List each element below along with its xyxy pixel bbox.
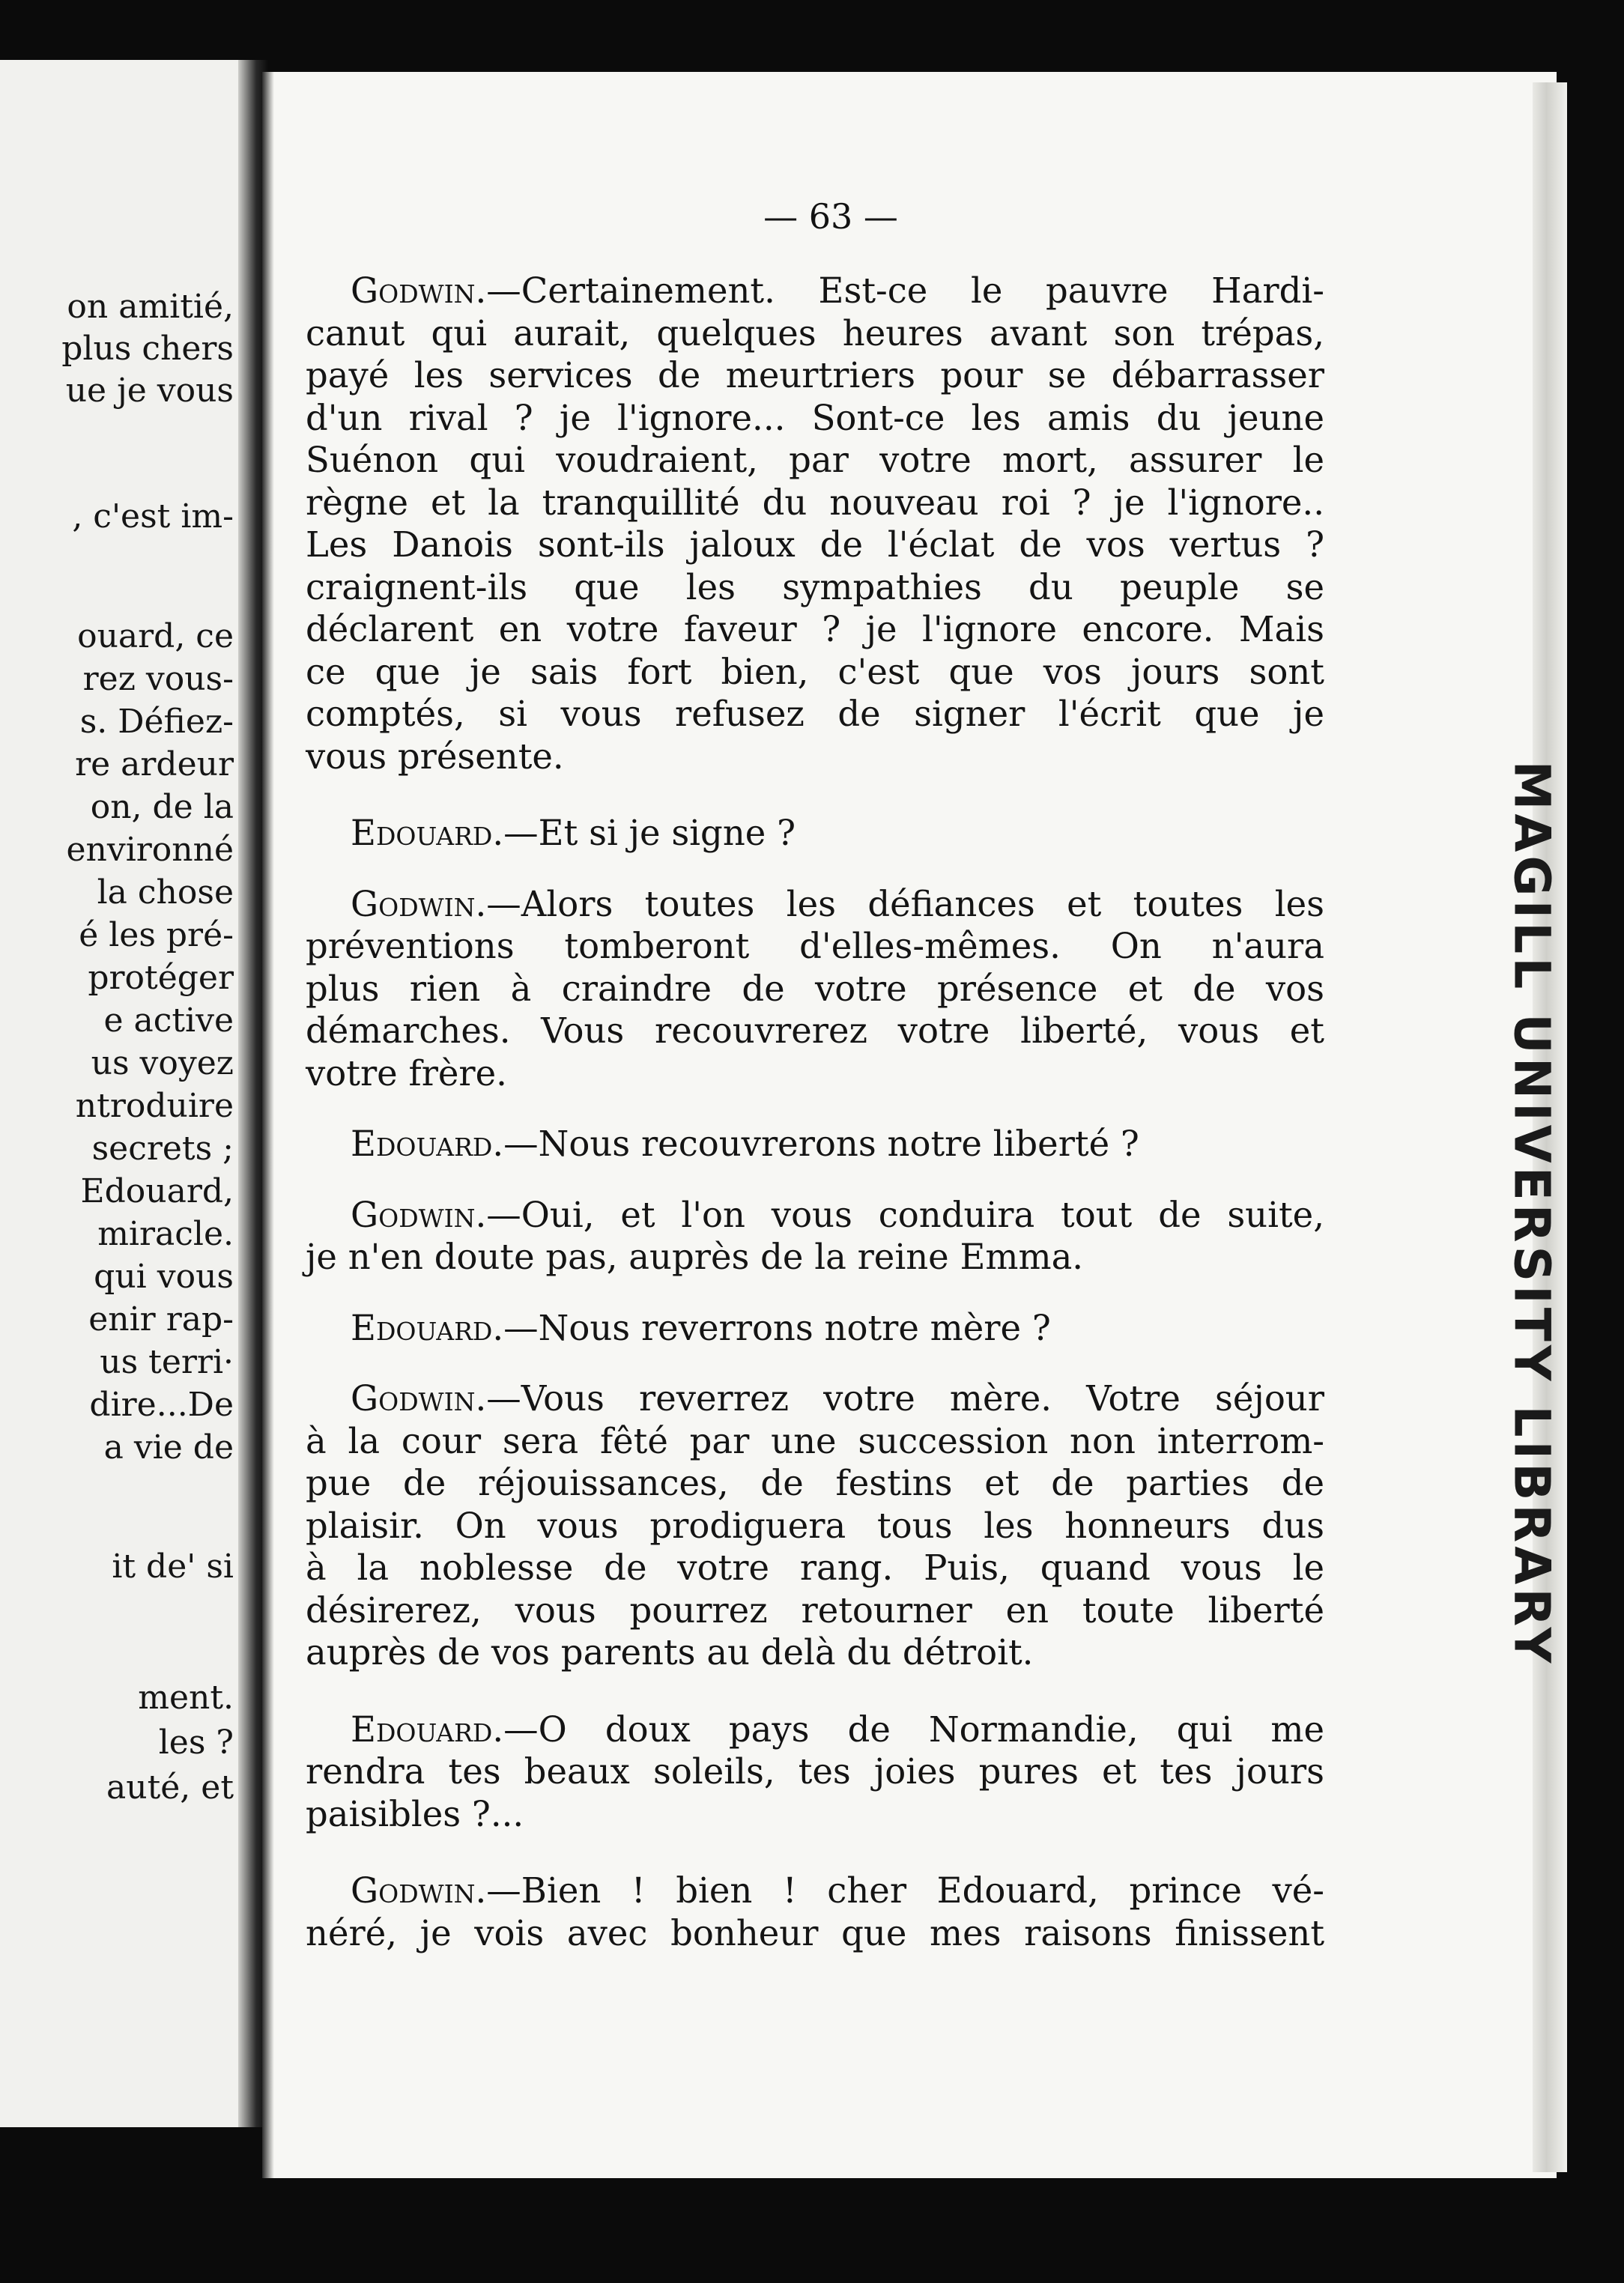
text-line: vous présente. xyxy=(306,736,564,777)
speaker-name: Godwin. xyxy=(351,883,487,924)
left-page-line: miracle. xyxy=(97,1215,234,1253)
line-text: —Vous reverrez votre mère. Votre séjour xyxy=(486,1378,1324,1419)
left-page-line: secrets ; xyxy=(91,1130,234,1168)
text-line: rendra tes beaux soleils, tes joies pures et tes jours xyxy=(306,1751,1324,1792)
text-line xyxy=(306,1377,1324,1420)
line-text: —Certainement. Est-ce le pauvre Hardi- xyxy=(486,270,1324,311)
left-page-line: e active xyxy=(103,1001,234,1040)
text-line xyxy=(306,1870,1324,1912)
dialogue-paragraph xyxy=(306,883,1324,1095)
text-line: je n'en doute pas, auprès de la reine Emma. xyxy=(306,1237,1084,1277)
speaker-name: Edouard. xyxy=(351,1709,504,1750)
speaker-name: Godwin. xyxy=(351,1194,487,1235)
text-line xyxy=(306,883,1324,926)
line-text: —O doux pays de Normandie, qui me xyxy=(503,1709,1324,1750)
left-page-line: s. Défiez- xyxy=(79,703,234,741)
left-page-line: on, de la xyxy=(90,788,234,826)
dialogue-paragraph xyxy=(306,1709,1324,1836)
left-page-line: qui vous xyxy=(94,1258,234,1296)
dialogue-paragraph xyxy=(306,812,1324,855)
dialogue-paragraph xyxy=(306,270,1324,777)
left-page-line: la chose xyxy=(97,873,234,912)
dialogue-paragraph xyxy=(306,1194,1324,1279)
left-page-line: dire...De xyxy=(89,1386,234,1424)
line-text: —Nous reverrons notre mère ? xyxy=(503,1307,1051,1348)
left-page-fragment xyxy=(0,60,247,2127)
left-page-line: , c'est im- xyxy=(72,497,234,536)
page-gutter xyxy=(262,72,274,2178)
text-line xyxy=(306,812,1324,855)
page-number: — 63 — xyxy=(763,196,898,237)
speaker-name: Edouard. xyxy=(351,1307,504,1348)
text-line xyxy=(306,1123,1324,1165)
left-page-line: les ? xyxy=(158,1723,234,1762)
text-line: ce que je sais fort bien, c'est que vos jours sont xyxy=(306,651,1324,692)
left-page-line: auté, et xyxy=(106,1768,234,1807)
left-page-line: on amitié, xyxy=(67,288,234,326)
line-text: —Oui, et l'on vous conduira tout de suite, xyxy=(486,1194,1324,1235)
speaker-name: Godwin. xyxy=(351,1378,487,1419)
left-page-line: a vie de xyxy=(103,1428,234,1467)
line-text: —Nous recouvrerons notre liberté ? xyxy=(503,1124,1139,1164)
dialogue-text xyxy=(306,270,1324,1983)
text-line xyxy=(306,270,1324,312)
dialogue-paragraph xyxy=(306,1307,1324,1350)
text-line: craignent-ils que les sympathies du peuple se xyxy=(306,566,1324,607)
left-page-line: é les pré- xyxy=(79,916,234,954)
text-line: pue de réjouissances, de festins et de parties de xyxy=(306,1463,1324,1503)
text-line xyxy=(306,1194,1324,1237)
dialogue-paragraph xyxy=(306,1377,1324,1674)
text-line: à la noblesse de votre rang. Puis, quand vous le xyxy=(306,1547,1324,1588)
library-stamp-text: MAGILL UNIVERSITY LIBRARY xyxy=(1503,760,1561,1667)
left-page-line: ouard, ce xyxy=(77,617,234,655)
library-stamp xyxy=(1487,760,1577,1667)
speaker-name: Godwin. xyxy=(351,1870,487,1911)
left-page-line: re ardeur xyxy=(75,745,234,783)
text-line: canut qui aurait, quelques heures avant son trépas, xyxy=(306,312,1324,354)
left-page-line: us terri· xyxy=(100,1343,234,1381)
speaker-name: Godwin. xyxy=(351,270,487,311)
text-line: désirerez, vous pourrez retourner en toute liberté xyxy=(306,1589,1324,1631)
text-line: auprès de vos parents au delà du détroit. xyxy=(306,1632,1034,1673)
text-line: Suénon qui voudraient, par votre mort, assurer le xyxy=(306,440,1324,480)
left-page-line: plus chers xyxy=(61,330,234,368)
line-text: —Bien ! bien ! cher Edouard, prince vé- xyxy=(486,1870,1324,1911)
text-line: Les Danois sont-ils jaloux de l'éclat de vos vertus ? xyxy=(306,524,1324,565)
text-line: déclarent en votre faveur ? je l'ignore encore. Mais xyxy=(306,609,1324,649)
text-line: démarches. Vous recouvrerez votre liberté, vous et xyxy=(306,1010,1324,1051)
left-page-line: rez vous- xyxy=(82,660,234,698)
text-line: à la cour sera fêté par une succession non interrom- xyxy=(306,1420,1324,1461)
left-page-line: ue je vous xyxy=(65,372,234,410)
text-line xyxy=(306,1307,1324,1350)
left-page-line: ntroduire xyxy=(75,1087,234,1125)
text-line: comptés, si vous refusez de signer l'écrit que je xyxy=(306,694,1324,734)
dialogue-paragraph xyxy=(306,1123,1324,1165)
text-line: néré, je vois avec bonheur que mes raisons finissent xyxy=(306,1912,1324,1953)
speaker-name: Edouard. xyxy=(351,1124,504,1164)
speaker-name: Edouard. xyxy=(351,813,504,853)
left-page-line: ment. xyxy=(138,1679,234,1717)
text-line xyxy=(306,1709,1324,1751)
left-page-line: it de' si xyxy=(112,1547,234,1586)
text-line: préventions tomberont d'elles-mêmes. On n'aura xyxy=(306,926,1324,966)
left-page-line: us voyez xyxy=(91,1044,234,1082)
dialogue-paragraph xyxy=(306,1870,1324,1954)
text-line: plaisir. On vous prodiguera tous les honneurs dus xyxy=(306,1505,1324,1546)
text-line: paisibles ?... xyxy=(306,1793,524,1834)
left-page-line: enir rap- xyxy=(88,1300,234,1338)
text-line: plus rien à craindre de votre présence et de vos xyxy=(306,968,1324,1009)
left-page-line: Edouard, xyxy=(80,1172,234,1210)
text-line: d'un rival ? je l'ignore... Sont-ce les amis du jeune xyxy=(306,397,1324,438)
left-page-line: environné xyxy=(66,831,234,869)
text-line: payé les services de meurtriers pour se débarrasser xyxy=(306,355,1324,395)
left-page-line: protéger xyxy=(88,959,234,997)
text-line: règne et la tranquillité du nouveau roi ? je l'ignore.. xyxy=(306,482,1324,523)
line-text: —Et si je signe ? xyxy=(503,813,796,853)
text-line: votre frère. xyxy=(306,1052,507,1094)
line-text: —Alors toutes les défiances et toutes les xyxy=(486,883,1324,924)
